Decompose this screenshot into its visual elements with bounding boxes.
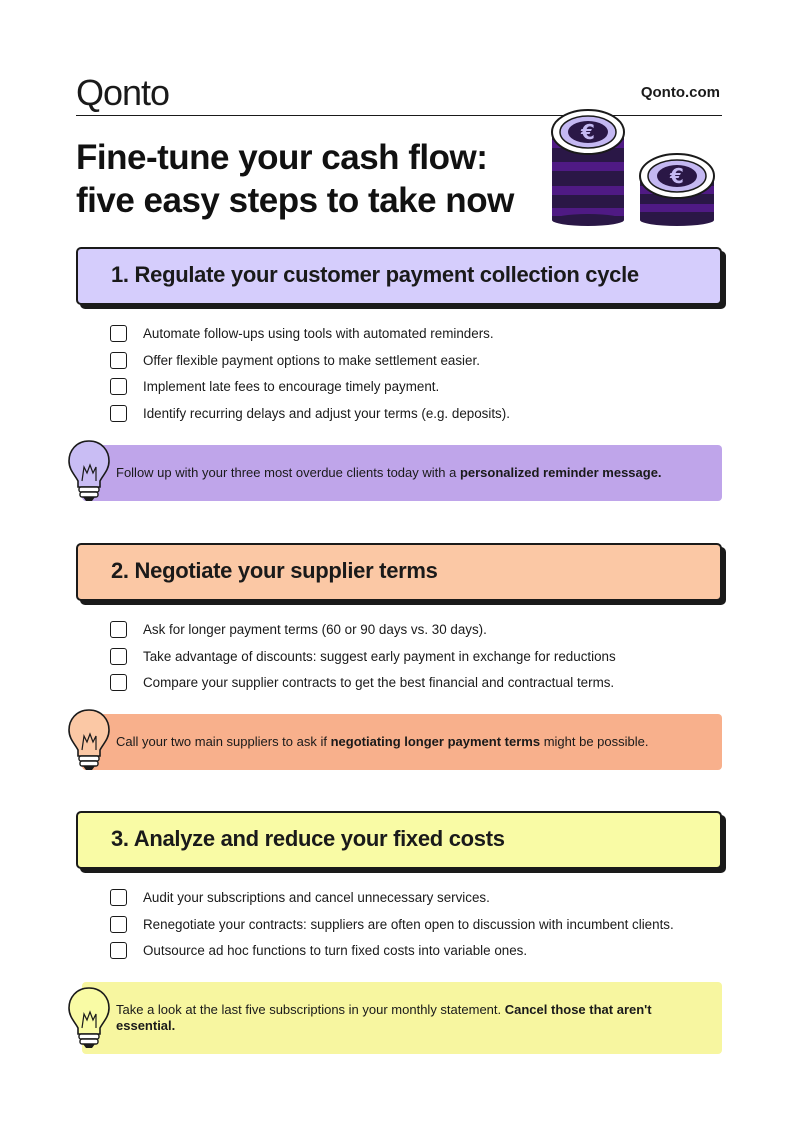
section-3-tip — [82, 982, 722, 1054]
checklist-item-label: Offer flexible payment options to make settlement easier. — [143, 352, 480, 368]
checklist-item-label: Ask for longer payment terms (60 or 90 days vs. 30 days). — [143, 621, 487, 637]
checkbox[interactable] — [110, 378, 127, 395]
tip-text-end: might be possible. — [540, 734, 649, 749]
checklist-item[interactable] — [110, 400, 730, 427]
checklist-item[interactable] — [110, 320, 730, 347]
checklist-item-label: Outsource ad hoc functions to turn fixed costs into variable ones. — [143, 943, 528, 959]
section-2-heading — [76, 543, 722, 601]
checklist-item[interactable] — [110, 616, 730, 643]
checkbox[interactable] — [110, 621, 127, 638]
checklist-item-label: Automate follow-ups using tools with automated reminders. — [143, 325, 494, 341]
section-3-checklist — [110, 884, 730, 964]
section-2-tip — [82, 714, 722, 770]
checkbox[interactable] — [110, 942, 127, 959]
checkbox[interactable] — [110, 916, 127, 933]
checklist-item[interactable] — [110, 884, 730, 911]
tip-emphasis: Cancel those that aren't essential. — [116, 1002, 652, 1033]
checklist-item-label: Compare your supplier contracts to get the best financial and contractual terms. — [143, 675, 615, 691]
section-1-tip — [82, 445, 722, 501]
checklist-item-label: Implement late fees to encourage timely payment. — [143, 379, 440, 395]
checklist-item[interactable] — [110, 374, 730, 401]
svg-text:€: € — [581, 120, 595, 144]
checkbox[interactable] — [110, 405, 127, 422]
section-2-tip-text — [116, 734, 702, 750]
section-3-title: 3. Analyze and reduce your fixed costs — [111, 826, 505, 851]
section-2-checklist — [110, 616, 730, 696]
tip-emphasis: negotiating longer payment terms — [330, 734, 541, 749]
checkbox[interactable] — [110, 648, 127, 665]
checklist-item-label: Audit your subscriptions and cancel unnecessary services. — [143, 889, 490, 905]
checklist-item-label: Identify recurring delays and adjust your terms (e.g. deposits). — [143, 406, 510, 422]
tip-emphasis: personalized reminder message. — [459, 465, 662, 480]
tip-text: Take a look at the last five subscriptions in your monthly statement. — [116, 1002, 505, 1017]
checkbox[interactable] — [110, 889, 127, 906]
tip-text: Follow up with your three most overdue clients today with a — [116, 465, 460, 480]
checklist-item[interactable] — [110, 347, 730, 374]
checklist-item[interactable] — [110, 911, 730, 938]
site-link[interactable]: Qonto.com — [640, 84, 720, 101]
checklist-item[interactable] — [110, 643, 730, 670]
checklist-item-label: Take advantage of discounts: suggest early payment in exchange for reductions — [143, 648, 616, 664]
section-1-checklist — [110, 320, 730, 427]
title-line-1: Fine-tune your cash flow: — [76, 138, 488, 177]
checklist-item-label: Renegotiate your contracts: suppliers are often open to discussion with incumbent clients. — [143, 916, 674, 932]
section-1-tip-text — [116, 465, 702, 481]
checklist-item[interactable] — [110, 938, 730, 965]
tip-text: Call your two main suppliers to ask if — [116, 734, 331, 749]
svg-text:€: € — [670, 164, 684, 188]
euro-coins-icon — [548, 104, 728, 226]
lightbulb-icon — [66, 984, 112, 1050]
section-2-title: 2. Negotiate your supplier terms — [111, 558, 438, 583]
qonto-logo: Qonto — [76, 72, 170, 113]
title-line-2: five easy steps to take now — [76, 181, 514, 220]
checklist-item[interactable] — [110, 670, 730, 697]
page-title — [76, 136, 514, 222]
section-3-tip-text — [116, 1002, 702, 1034]
checkbox[interactable] — [110, 674, 127, 691]
lightbulb-icon — [66, 706, 112, 772]
section-1-title: 1. Regulate your customer payment collection cycle — [111, 262, 639, 287]
checkbox[interactable] — [110, 325, 127, 342]
checkbox[interactable] — [110, 352, 127, 369]
section-3-heading — [76, 811, 722, 869]
lightbulb-icon — [66, 437, 112, 503]
section-1-heading — [76, 247, 722, 305]
